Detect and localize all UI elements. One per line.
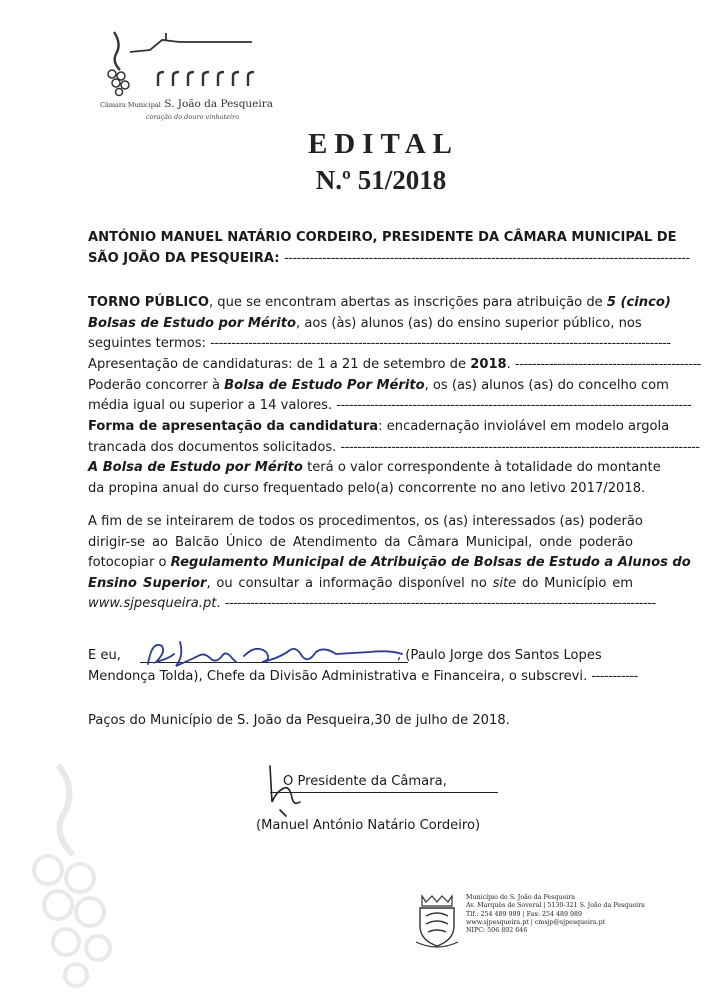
p6-text: , (Paulo Jorge dos Santos Lopes: [396, 648, 602, 663]
president-signature-icon: [250, 762, 360, 822]
regulation-name-end: Ensino Superior: [88, 575, 207, 591]
form-label: Forma de apresentação da candidatura: [88, 419, 379, 434]
intro-place: SÃO JOÃO DA PESQUEIRA:: [88, 250, 280, 266]
bolsas-name: Bolsas de Estudo por Mérito: [88, 315, 296, 331]
p1-line-3: [88, 334, 671, 355]
p1-line-1: [88, 293, 671, 314]
p2-text-3: média igual ou superior a 14 valores.: [88, 398, 333, 413]
p5-line-2: dirigir-se ao Balcão Único de Atendimento da Câmara Municipal, onde poderão: [88, 534, 633, 550]
p5-text: fotocopiar o: [88, 555, 171, 570]
p1-line-2: [88, 314, 642, 335]
footer-municipality: Município de S. João da Pesqueira: [466, 894, 575, 901]
p3-text-2: trancada dos documentos solicitados.: [88, 439, 337, 455]
logo-main-text: S. João da Pesqueira: [164, 98, 274, 110]
municipality-logo: [94, 30, 284, 125]
p1-text-3: seguintes termos:: [88, 336, 206, 351]
dash-fill: -----------: [591, 668, 638, 684]
edital-number: N.º 51/2018: [315, 165, 447, 195]
logo-graphic-icon: [102, 30, 262, 96]
p2-line-2: [88, 376, 669, 397]
coat-of-arms-icon: [412, 892, 462, 950]
p3-text: : encadernação inviolável em modelo argola: [378, 419, 670, 434]
document-title: EDITAL: [307, 128, 460, 160]
dash-fill: ------------------------------------------------------------------------------------------------------: [224, 596, 656, 611]
signature-title: O Presidente da Câmara,: [283, 774, 447, 789]
p4-text: terá o valor correspondente à totalidade do montante: [302, 460, 661, 475]
p5-text-3: do Município em: [516, 575, 634, 591]
site-word: site: [492, 575, 517, 591]
p2-text-2: , os (as) alunos (as) do concelho com: [424, 377, 669, 393]
p3-line-2: [88, 438, 700, 459]
dates-text: Apresentação de candidaturas: de 1 a 21 de setembro de: [88, 357, 471, 372]
period: .: [506, 357, 511, 372]
footer-web-email[interactable]: www.sjpesqueira.pt | cmsjp@sjpesqueira.pt: [466, 918, 606, 926]
president-name-text: (Manuel António Natário Cordeiro): [256, 818, 481, 833]
dash-fill: -------------------------------------------------------------------------------------: [340, 439, 700, 455]
bolsas-count: 5 (cinco): [606, 295, 671, 310]
logo-name: [100, 98, 273, 110]
dash-fill: --------------------------------------------: [515, 357, 701, 372]
year: 2018: [470, 357, 507, 372]
dash-fill: ------------------------------------------------------------------------------------: [336, 398, 692, 413]
intro-line-1: ANTÓNIO MANUEL NATÁRIO CORDEIRO, PRESIDENTE DA CÂMARA MUNICIPAL DE: [88, 230, 677, 245]
p5-text-2: , ou consultar a informação disponível no: [206, 575, 493, 591]
p5-line-4: [88, 574, 633, 595]
p6-text-2: Mendonça Tolda), Chefe da Divisão Administrativa e Financeira, o subscrevi.: [88, 668, 588, 684]
p1-text-2: , aos (às) alunos (as) do ensino superior público, nos: [296, 315, 642, 331]
p1-text: , que se encontram abertas as inscrições para atribuição de: [208, 295, 607, 310]
bolsa-name: Bolsa de Estudo Por Mérito: [224, 377, 425, 393]
paragraph-value: [88, 458, 661, 499]
footer-phone: Tlf.: 254 489 999 | Fax: 254 489 989: [466, 910, 583, 918]
torno-publico: TORNO PÚBLICO: [88, 295, 209, 310]
place-and-date: [88, 711, 633, 732]
paragraph-application-dates: [88, 355, 701, 417]
place-date-text: Paços do Município de S. João da Pesqueira,30 de julho de 2018.: [88, 713, 510, 728]
p4-line-2: da propina anual do curso frequentado pelo(a) concorrente no ano letivo 2017/2018.: [88, 480, 646, 496]
paragraph-submission-form: [88, 417, 700, 458]
p5-line-3: [88, 553, 691, 574]
p5-line-1: A fim de se inteirarem de todos os procedimentos, os (as) interessados (as) poderão: [88, 514, 643, 529]
e-eu: E eu,: [88, 648, 121, 663]
regulation-name: Regulamento Municipal de Atribuição de Bolsas de Estudo a Alunos do: [170, 555, 691, 570]
p5-line-5: [88, 594, 656, 615]
p3-line-1: [88, 417, 670, 438]
period: .: [216, 596, 221, 611]
dash-fill: ------------------------------------------------------------------------------------------------: [284, 250, 690, 266]
p2-line-1: [88, 355, 701, 376]
footer-address: Av. Marquês de Soveral | 5130-321 S. João da Pesqueira: [466, 902, 645, 910]
grape-watermark-icon: [18, 760, 128, 990]
logo-small-text: Câmara Municipal: [100, 101, 161, 109]
intro-block: [88, 228, 690, 269]
paragraph-procedures: [88, 512, 691, 615]
paragraph-announcement: [88, 293, 671, 355]
handwritten-signature-icon: [140, 636, 410, 672]
footer-nipc: NIPC: 506 892 646: [466, 927, 528, 935]
president-name: [256, 816, 506, 837]
p2-text: Poderão concorrer à: [88, 377, 225, 393]
footer-contact: [412, 892, 672, 962]
website-link[interactable]: www.sjpesqueira.pt: [88, 596, 217, 611]
footer-lines: [466, 894, 645, 935]
bolsa-name: A Bolsa de Estudo por Mérito: [88, 460, 303, 475]
dash-fill: -------------------------------------------------------------------------------------------------------------: [210, 336, 671, 351]
p4-line-1: [88, 458, 661, 479]
logo-tagline: coração do douro vinhateiro: [146, 113, 240, 121]
p2-line-3: [88, 396, 692, 417]
intro-line-2: [88, 249, 690, 270]
